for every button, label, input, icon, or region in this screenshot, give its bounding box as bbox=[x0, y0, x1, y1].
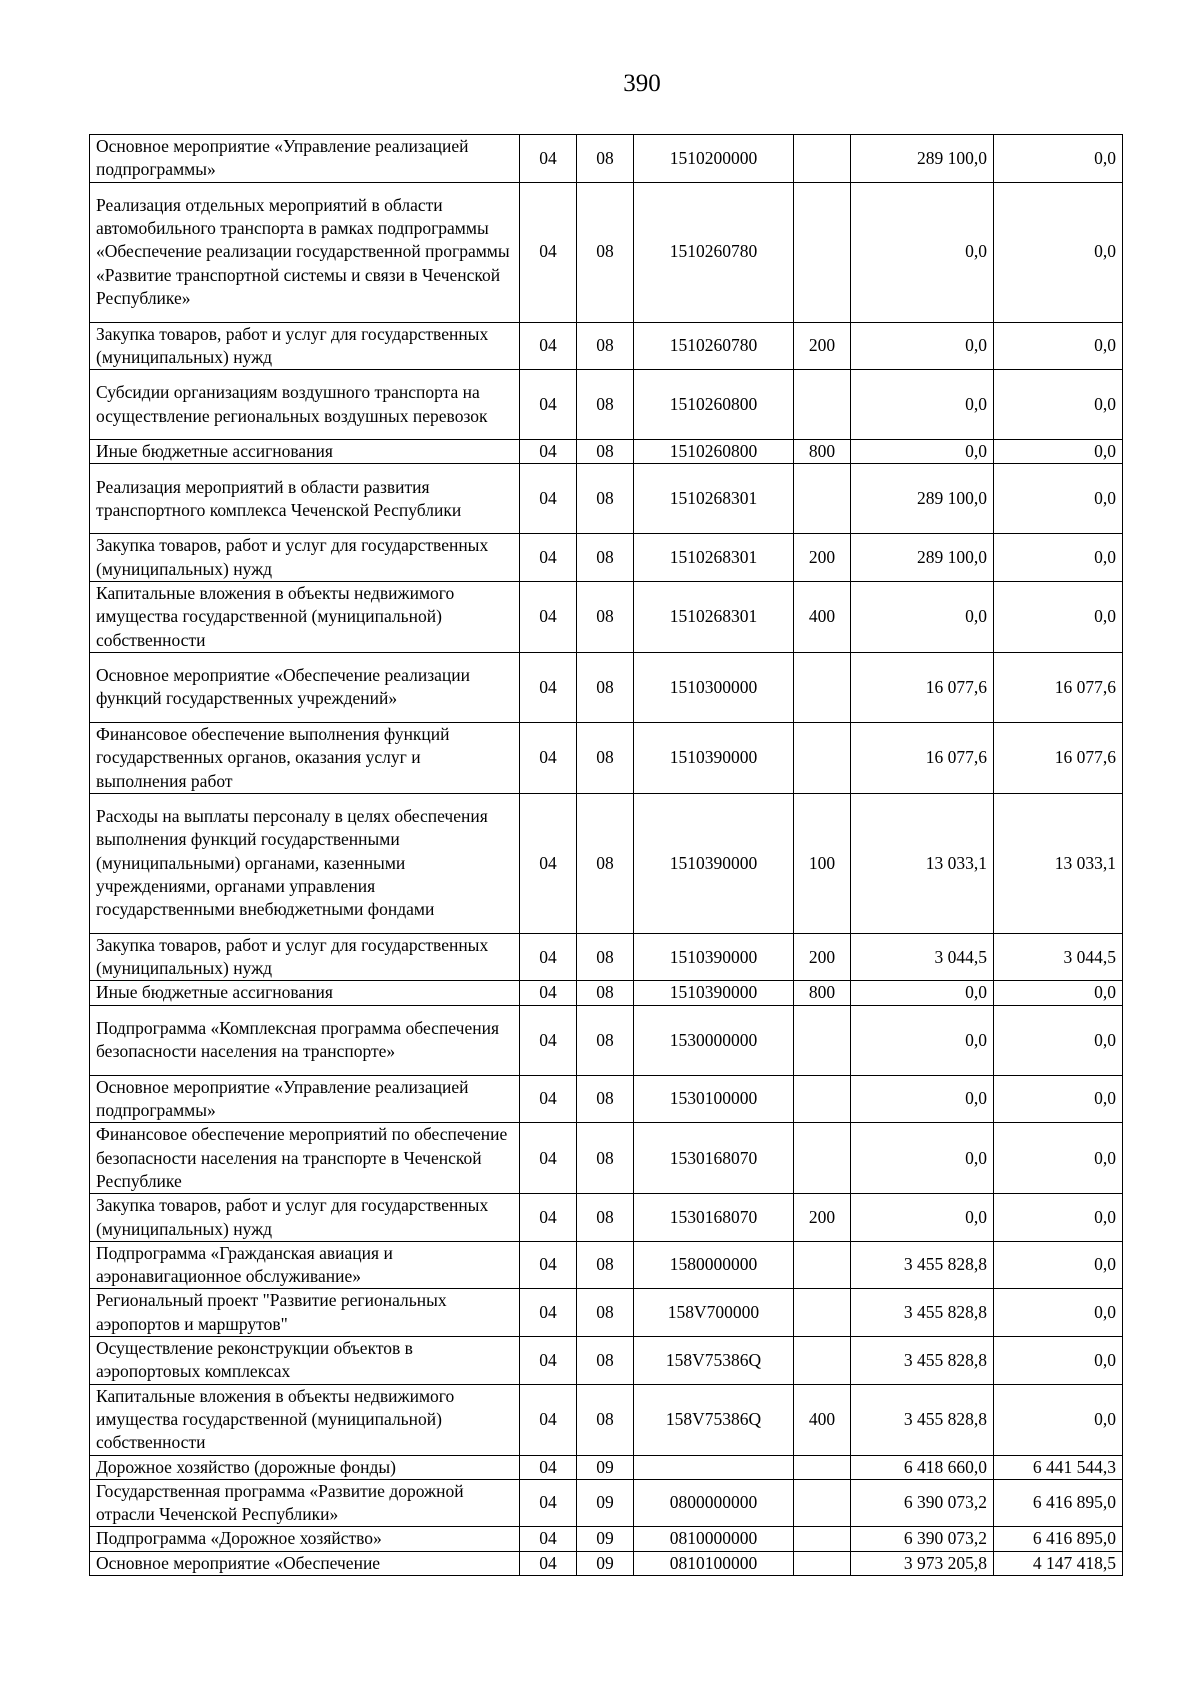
table-row bbox=[90, 534, 1123, 582]
row-amount-year-1: 16 077,6 bbox=[851, 722, 994, 793]
row-section: 04 bbox=[520, 1123, 577, 1194]
row-expense-type bbox=[794, 652, 851, 722]
row-amount-year-1: 3 455 828,8 bbox=[851, 1241, 994, 1289]
row-amount-year-1: 3 044,5 bbox=[851, 933, 994, 981]
table-row bbox=[90, 464, 1123, 534]
row-name: Реализация мероприятий в области развития транспортного комплекса Чеченской Республики bbox=[90, 464, 520, 534]
row-target-code: 1510268301 bbox=[634, 464, 794, 534]
row-expense-type bbox=[794, 1337, 851, 1385]
row-expense-type bbox=[794, 1075, 851, 1123]
row-amount-year-1: 13 033,1 bbox=[851, 793, 994, 933]
row-expense-type: 800 bbox=[794, 440, 851, 464]
row-section: 04 bbox=[520, 464, 577, 534]
budget-table bbox=[89, 134, 1123, 1576]
row-subsection: 08 bbox=[577, 933, 634, 981]
row-name: Закупка товаров, работ и услуг для государственных (муниципальных) нужд bbox=[90, 322, 520, 370]
table-row bbox=[90, 1384, 1123, 1455]
row-target-code: 1510260780 bbox=[634, 182, 794, 322]
row-section: 04 bbox=[520, 534, 577, 582]
row-subsection: 08 bbox=[577, 464, 634, 534]
row-name: Основное мероприятие «Обеспечение реализации функций государственных учреждений» bbox=[90, 652, 520, 722]
row-target-code: 1530100000 bbox=[634, 1075, 794, 1123]
row-subsection: 08 bbox=[577, 1384, 634, 1455]
row-amount-year-1: 6 418 660,0 bbox=[851, 1455, 994, 1479]
row-name: Региональный проект "Развитие региональных аэропортов и маршрутов" bbox=[90, 1289, 520, 1337]
table-row bbox=[90, 440, 1123, 464]
row-expense-type bbox=[794, 722, 851, 793]
row-amount-year-2: 4 147 418,5 bbox=[994, 1551, 1123, 1575]
row-amount-year-2: 6 416 895,0 bbox=[994, 1527, 1123, 1551]
row-section: 04 bbox=[520, 182, 577, 322]
row-subsection: 08 bbox=[577, 534, 634, 582]
row-amount-year-1: 0,0 bbox=[851, 582, 994, 653]
row-name: Основное мероприятие «Управление реализацией подпрограммы» bbox=[90, 1075, 520, 1123]
row-amount-year-1: 0,0 bbox=[851, 440, 994, 464]
table-row bbox=[90, 981, 1123, 1005]
row-name: Финансовое обеспечение выполнения функций государственных органов, оказания услуг и выполнения работ bbox=[90, 722, 520, 793]
row-amount-year-1: 6 390 073,2 bbox=[851, 1479, 994, 1527]
row-target-code: 1510260780 bbox=[634, 322, 794, 370]
row-subsection: 08 bbox=[577, 1289, 634, 1337]
table-row bbox=[90, 1241, 1123, 1289]
table-row bbox=[90, 1194, 1123, 1242]
row-subsection: 08 bbox=[577, 1123, 634, 1194]
row-subsection: 08 bbox=[577, 1241, 634, 1289]
row-amount-year-2: 0,0 bbox=[994, 322, 1123, 370]
row-amount-year-2: 0,0 bbox=[994, 1384, 1123, 1455]
table-row bbox=[90, 1075, 1123, 1123]
row-amount-year-2: 0,0 bbox=[994, 534, 1123, 582]
row-section: 04 bbox=[520, 652, 577, 722]
row-section: 04 bbox=[520, 1384, 577, 1455]
row-name: Государственная программа «Развитие дорожной отрасли Чеченской Республики» bbox=[90, 1479, 520, 1527]
row-name: Капитальные вложения в объекты недвижимого имущества государственной (муниципальной) собственности bbox=[90, 1384, 520, 1455]
row-target-code: 1510200000 bbox=[634, 135, 794, 183]
row-amount-year-2: 0,0 bbox=[994, 1005, 1123, 1075]
row-target-code: 1510390000 bbox=[634, 793, 794, 933]
row-amount-year-2: 0,0 bbox=[994, 440, 1123, 464]
row-amount-year-1: 6 390 073,2 bbox=[851, 1527, 994, 1551]
table-row bbox=[90, 182, 1123, 322]
row-section: 04 bbox=[520, 1194, 577, 1242]
row-amount-year-2: 0,0 bbox=[994, 182, 1123, 322]
table-row bbox=[90, 1337, 1123, 1385]
row-section: 04 bbox=[520, 322, 577, 370]
row-name: Финансовое обеспечение мероприятий по обеспечение безопасности населения на транспорте в Чеченской Республике bbox=[90, 1123, 520, 1194]
row-target-code: 0810000000 bbox=[634, 1527, 794, 1551]
row-target-code: 1510260800 bbox=[634, 440, 794, 464]
row-amount-year-1: 0,0 bbox=[851, 1075, 994, 1123]
row-section: 04 bbox=[520, 933, 577, 981]
row-section: 04 bbox=[520, 1527, 577, 1551]
row-name: Закупка товаров, работ и услуг для государственных (муниципальных) нужд bbox=[90, 1194, 520, 1242]
row-subsection: 08 bbox=[577, 182, 634, 322]
row-section: 04 bbox=[520, 1289, 577, 1337]
row-name: Реализация отдельных мероприятий в области автомобильного транспорта в рамках подпрограммы «Обеспечение реализации государственной программы «Развитие транспортной системы и связи в Чеченской Республике» bbox=[90, 182, 520, 322]
table-row bbox=[90, 652, 1123, 722]
row-expense-type bbox=[794, 1289, 851, 1337]
row-amount-year-2: 0,0 bbox=[994, 1123, 1123, 1194]
row-name: Основное мероприятие «Обеспечение bbox=[90, 1551, 520, 1575]
row-name: Капитальные вложения в объекты недвижимого имущества государственной (муниципальной) собственности bbox=[90, 582, 520, 653]
row-amount-year-2: 0,0 bbox=[994, 370, 1123, 440]
row-subsection: 08 bbox=[577, 322, 634, 370]
table-row bbox=[90, 135, 1123, 183]
row-name: Основное мероприятие «Управление реализацией подпрограммы» bbox=[90, 135, 520, 183]
row-amount-year-2: 16 077,6 bbox=[994, 722, 1123, 793]
row-section: 04 bbox=[520, 793, 577, 933]
row-section: 04 bbox=[520, 722, 577, 793]
row-target-code: 1510260800 bbox=[634, 370, 794, 440]
row-name: Дорожное хозяйство (дорожные фонды) bbox=[90, 1455, 520, 1479]
row-name: Осуществление реконструкции объектов в аэропортовых комплексах bbox=[90, 1337, 520, 1385]
row-section: 04 bbox=[520, 1075, 577, 1123]
row-subsection: 08 bbox=[577, 1075, 634, 1123]
row-expense-type: 200 bbox=[794, 933, 851, 981]
row-name: Субсидии организациям воздушного транспорта на осуществление региональных воздушных перевозок bbox=[90, 370, 520, 440]
row-expense-type: 100 bbox=[794, 793, 851, 933]
row-expense-type: 800 bbox=[794, 981, 851, 1005]
row-section: 04 bbox=[520, 981, 577, 1005]
row-expense-type bbox=[794, 1455, 851, 1479]
row-amount-year-1: 0,0 bbox=[851, 1194, 994, 1242]
table-row bbox=[90, 1455, 1123, 1479]
row-amount-year-2: 3 044,5 bbox=[994, 933, 1123, 981]
row-subsection: 08 bbox=[577, 135, 634, 183]
row-expense-type bbox=[794, 1551, 851, 1575]
row-amount-year-1: 3 455 828,8 bbox=[851, 1289, 994, 1337]
row-target-code: 1510300000 bbox=[634, 652, 794, 722]
row-target-code: 0800000000 bbox=[634, 1479, 794, 1527]
row-expense-type bbox=[794, 1479, 851, 1527]
table-row bbox=[90, 1551, 1123, 1575]
table-row bbox=[90, 322, 1123, 370]
row-amount-year-1: 16 077,6 bbox=[851, 652, 994, 722]
row-expense-type bbox=[794, 370, 851, 440]
row-target-code: 1530000000 bbox=[634, 1005, 794, 1075]
row-section: 04 bbox=[520, 1455, 577, 1479]
row-target-code: 0810100000 bbox=[634, 1551, 794, 1575]
row-section: 04 bbox=[520, 135, 577, 183]
row-subsection: 09 bbox=[577, 1551, 634, 1575]
row-subsection: 08 bbox=[577, 1194, 634, 1242]
row-subsection: 08 bbox=[577, 582, 634, 653]
row-amount-year-1: 3 973 205,8 bbox=[851, 1551, 994, 1575]
table-row bbox=[90, 370, 1123, 440]
row-amount-year-2: 0,0 bbox=[994, 464, 1123, 534]
row-amount-year-2: 13 033,1 bbox=[994, 793, 1123, 933]
row-subsection: 08 bbox=[577, 440, 634, 464]
row-subsection: 08 bbox=[577, 370, 634, 440]
row-target-code: 158V75386Q bbox=[634, 1384, 794, 1455]
row-expense-type bbox=[794, 1241, 851, 1289]
row-amount-year-2: 0,0 bbox=[994, 1194, 1123, 1242]
row-section: 04 bbox=[520, 1005, 577, 1075]
row-amount-year-2: 0,0 bbox=[994, 582, 1123, 653]
row-subsection: 08 bbox=[577, 1005, 634, 1075]
row-amount-year-1: 0,0 bbox=[851, 322, 994, 370]
row-name: Подпрограмма «Гражданская авиация и аэронавигационное обслуживание» bbox=[90, 1241, 520, 1289]
row-section: 04 bbox=[520, 1337, 577, 1385]
row-amount-year-1: 0,0 bbox=[851, 1005, 994, 1075]
row-section: 04 bbox=[520, 1551, 577, 1575]
row-subsection: 09 bbox=[577, 1479, 634, 1527]
row-expense-type bbox=[794, 1005, 851, 1075]
row-amount-year-2: 6 441 544,3 bbox=[994, 1455, 1123, 1479]
row-amount-year-2: 0,0 bbox=[994, 1289, 1123, 1337]
row-subsection: 08 bbox=[577, 1337, 634, 1385]
row-target-code: 1510390000 bbox=[634, 933, 794, 981]
row-expense-type: 200 bbox=[794, 534, 851, 582]
row-amount-year-2: 0,0 bbox=[994, 1075, 1123, 1123]
row-target-code: 1510390000 bbox=[634, 981, 794, 1005]
row-amount-year-1: 0,0 bbox=[851, 1123, 994, 1194]
row-target-code: 158V75386Q bbox=[634, 1337, 794, 1385]
row-name: Иные бюджетные ассигнования bbox=[90, 440, 520, 464]
row-target-code: 1510268301 bbox=[634, 582, 794, 653]
row-target-code bbox=[634, 1455, 794, 1479]
row-target-code: 1530168070 bbox=[634, 1194, 794, 1242]
row-amount-year-1: 0,0 bbox=[851, 182, 994, 322]
row-name: Расходы на выплаты персоналу в целях обеспечения выполнения функций государственными (муниципальными) органами, казенными учреждениями, органами управления государственными внебюджетными фондами bbox=[90, 793, 520, 933]
row-target-code: 158V700000 bbox=[634, 1289, 794, 1337]
row-section: 04 bbox=[520, 440, 577, 464]
row-expense-type bbox=[794, 1123, 851, 1194]
row-target-code: 1530168070 bbox=[634, 1123, 794, 1194]
row-expense-type bbox=[794, 464, 851, 534]
row-amount-year-1: 0,0 bbox=[851, 370, 994, 440]
row-expense-type: 400 bbox=[794, 582, 851, 653]
row-expense-type: 400 bbox=[794, 1384, 851, 1455]
row-name: Иные бюджетные ассигнования bbox=[90, 981, 520, 1005]
table-row bbox=[90, 793, 1123, 933]
row-amount-year-2: 16 077,6 bbox=[994, 652, 1123, 722]
row-section: 04 bbox=[520, 370, 577, 440]
table-row bbox=[90, 722, 1123, 793]
row-amount-year-1: 3 455 828,8 bbox=[851, 1384, 994, 1455]
row-amount-year-1: 289 100,0 bbox=[851, 464, 994, 534]
row-section: 04 bbox=[520, 1241, 577, 1289]
row-subsection: 09 bbox=[577, 1527, 634, 1551]
budget-table-body bbox=[90, 135, 1123, 1576]
row-section: 04 bbox=[520, 1479, 577, 1527]
row-target-code: 1510268301 bbox=[634, 534, 794, 582]
row-amount-year-1: 289 100,0 bbox=[851, 135, 994, 183]
table-row bbox=[90, 1289, 1123, 1337]
row-amount-year-2: 0,0 bbox=[994, 1241, 1123, 1289]
table-row bbox=[90, 1123, 1123, 1194]
row-subsection: 08 bbox=[577, 652, 634, 722]
row-expense-type bbox=[794, 135, 851, 183]
row-name: Закупка товаров, работ и услуг для государственных (муниципальных) нужд bbox=[90, 933, 520, 981]
row-expense-type bbox=[794, 1527, 851, 1551]
row-subsection: 08 bbox=[577, 722, 634, 793]
row-section: 04 bbox=[520, 582, 577, 653]
row-amount-year-1: 0,0 bbox=[851, 981, 994, 1005]
row-expense-type: 200 bbox=[794, 1194, 851, 1242]
row-subsection: 09 bbox=[577, 1455, 634, 1479]
row-name: Закупка товаров, работ и услуг для государственных (муниципальных) нужд bbox=[90, 534, 520, 582]
row-expense-type bbox=[794, 182, 851, 322]
page-number: 390 bbox=[623, 70, 661, 97]
row-amount-year-2: 0,0 bbox=[994, 135, 1123, 183]
row-subsection: 08 bbox=[577, 793, 634, 933]
row-target-code: 1510390000 bbox=[634, 722, 794, 793]
row-target-code: 1580000000 bbox=[634, 1241, 794, 1289]
table-row bbox=[90, 1527, 1123, 1551]
row-amount-year-1: 289 100,0 bbox=[851, 534, 994, 582]
table-row bbox=[90, 933, 1123, 981]
row-name: Подпрограмма «Дорожное хозяйство» bbox=[90, 1527, 520, 1551]
row-amount-year-1: 3 455 828,8 bbox=[851, 1337, 994, 1385]
table-row bbox=[90, 1479, 1123, 1527]
row-amount-year-2: 0,0 bbox=[994, 981, 1123, 1005]
table-row bbox=[90, 582, 1123, 653]
row-amount-year-2: 6 416 895,0 bbox=[994, 1479, 1123, 1527]
row-subsection: 08 bbox=[577, 981, 634, 1005]
table-row bbox=[90, 1005, 1123, 1075]
row-name: Подпрограмма «Комплексная программа обеспечения безопасности населения на транспорте» bbox=[90, 1005, 520, 1075]
row-expense-type: 200 bbox=[794, 322, 851, 370]
row-amount-year-2: 0,0 bbox=[994, 1337, 1123, 1385]
